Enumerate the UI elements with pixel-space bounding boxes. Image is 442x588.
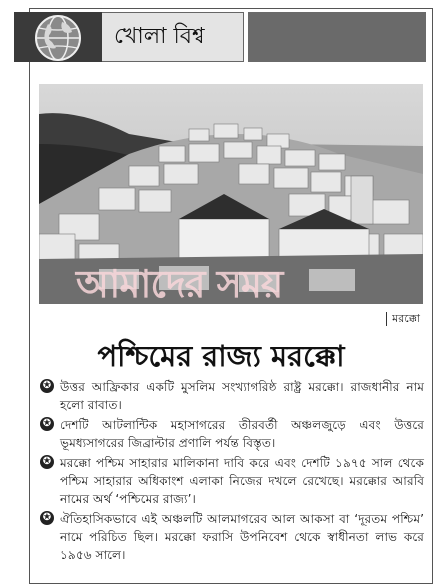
list-item — [40, 510, 424, 564]
star-bullet-icon: ✪ — [40, 417, 54, 431]
watermark-logo: আমাদের সময় — [76, 262, 283, 306]
star-bullet-icon: ✪ — [40, 511, 54, 525]
globe-icon — [34, 14, 82, 62]
fact-list — [40, 378, 424, 566]
list-item — [40, 378, 424, 414]
headline: পশ্চিমের রাজ্য মরক্কো — [97, 339, 345, 373]
star-bullet-icon: ✪ — [40, 379, 54, 393]
list-item-text: দেশটি আটলান্টিক মহাসাগরের তীরবর্তী অঞ্চলজুড়ে এবং উত্তরে ভূমধ্যসাগরের জিব্রাল্টার প্রণালি পর্যন্ত বিস্তৃত। — [60, 418, 424, 450]
list-item-text: উত্তর আফ্রিকার একটি মুসলিম সংখ্যাগরিষ্ঠ রাষ্ট্র মরক্কো। রাজধানীর নাম হলো রাবাত। — [60, 380, 424, 412]
photo-caption: মরক্কো — [386, 312, 420, 326]
list-item-text: মরক্কো পশ্চিম সাহারার মালিকানা দাবি করে এবং দেশটি ১৯৭৫ সাল থেকে পশ্চিম সাহারার অধিকাংশ এলাকা নিজের দখলে রেখেছে। মরক্কোর আরবি নামের অর্থ ‘পশ্চিমের রাজ্য’। — [60, 456, 424, 506]
section-header-band — [248, 12, 426, 62]
list-item-text: ঐতিহাসিকভাবে এই অঞ্চলটি আলমাগরেব আল আকসা বা ‘দূরতম পশ্চিম’ নামে পরিচিত ছিল। মরক্কো ফরাসি উপনিবেশ থেকে স্বাধীনতা লাভ করে ১৯৫৬ সালে। — [60, 512, 424, 562]
section-title: খোলা বিশ্ব — [114, 24, 205, 49]
list-item — [40, 454, 424, 508]
list-item — [40, 416, 424, 452]
star-bullet-icon: ✪ — [40, 455, 54, 469]
